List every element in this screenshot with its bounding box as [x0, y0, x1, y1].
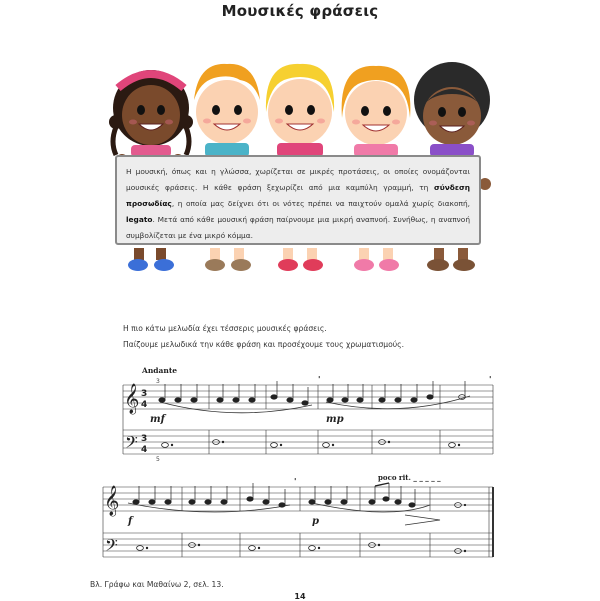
treble-notes-system-2	[133, 483, 466, 507]
bass-notes-system-1	[162, 440, 460, 448]
sign-text-part3: . Μετά από κάθε μουσική φράση παίρνουμε μια μικρή αναπνοή. Συνήθως, η αναπνοή συμβολίζεται με ένα μικρό κόμμα.	[126, 215, 470, 240]
intro-line-2: Παίζουμε μελωδικά την κάθε φράση και προσέχουμε τους χρωματισμούς.	[123, 340, 405, 349]
breath-mark-icon: '	[318, 375, 321, 384]
dynamic-marking: f	[128, 516, 133, 527]
finger-number-bass: 5	[156, 456, 160, 463]
phrase-slur	[326, 396, 470, 409]
phrase-slur	[312, 503, 430, 512]
tempo-marking: Andante	[142, 366, 178, 375]
children-illustration	[0, 0, 600, 290]
time-sig-top-bass: 3	[141, 434, 148, 444]
page-number: 14	[294, 592, 306, 601]
dynamic-marking: p	[312, 516, 319, 527]
sign-text-part2: , η οποία μας δείχνει ότι οι νότες πρέπει να παιχτούν ομαλά χωρίς διακοπή,	[171, 199, 470, 208]
sign-text-part1: Η μουσική, όπως και η γλώσσα, χωρίζεται σε μικρές προτάσεις, οι οποίες ονομάζονται μουσικές φράσεις. Η κάθε φράση ξεχωρίζει από μια καμπύλη γραμμή, τη	[126, 167, 470, 192]
treble-notes-system-1	[159, 381, 466, 405]
dynamic-marking: mp	[326, 414, 344, 425]
sign-bold-term-legato: legato	[126, 215, 153, 224]
time-sig-bottom: 4	[141, 400, 148, 410]
dynamic-marking: mf	[150, 414, 165, 425]
bass-clef-icon: 𝄢	[125, 432, 138, 456]
page-title: Μουσικές φράσεις	[221, 2, 379, 20]
phrase-slur	[128, 503, 290, 512]
treble-clef-icon: 𝄞	[104, 486, 120, 516]
time-sig-top: 3	[141, 389, 148, 399]
sign-bold-term-prosody: σύνδεση προσωδίας	[126, 183, 470, 208]
info-sign-panel	[115, 155, 481, 245]
treble-clef-icon: 𝄞	[124, 384, 140, 414]
breath-mark-icon: '	[294, 477, 297, 486]
time-sig-bottom-bass: 4	[141, 445, 148, 455]
ritardando-marking: poco rit. _ _ _ _ _	[378, 473, 441, 482]
decrescendo-hairpin	[405, 515, 440, 525]
footer-reference: Βλ. Γράφω και Μαθαίνω 2, σελ. 13.	[90, 580, 224, 589]
breath-mark-icon: '	[489, 375, 492, 384]
bass-clef-icon: 𝄢	[105, 535, 118, 559]
bass-notes-system-2	[137, 543, 466, 554]
intro-line-1: Η πιο κάτω μελωδία έχει τέσσερις μουσικές φράσεις.	[123, 324, 327, 333]
finger-number-treble: 3	[156, 378, 160, 385]
staff-system-1	[123, 385, 493, 454]
staff-system-2	[103, 487, 493, 557]
phrase-slur	[160, 402, 312, 413]
